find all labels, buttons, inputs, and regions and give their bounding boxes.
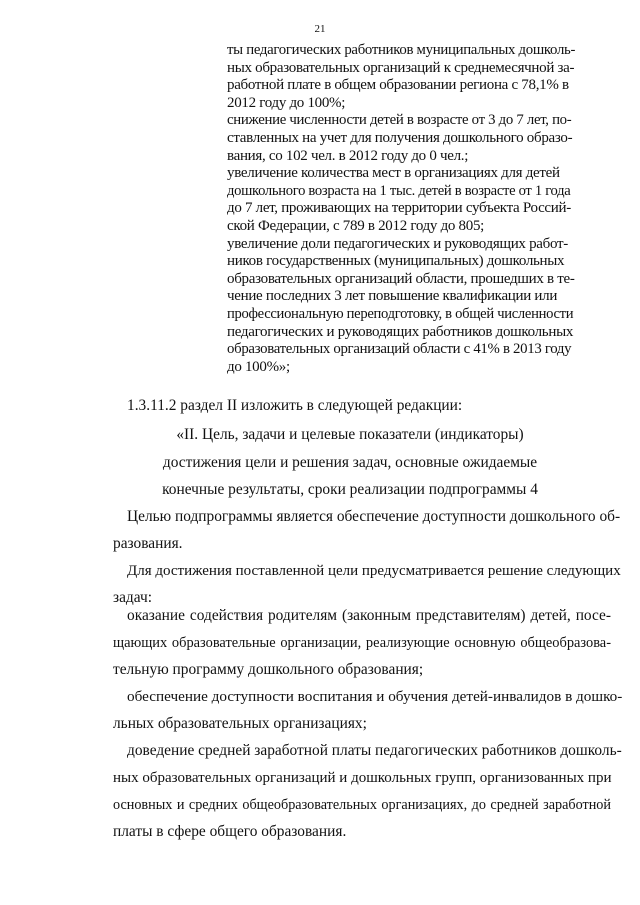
list-line: увеличение количества мест в организациях для детей [227,165,560,182]
list-line: дошкольного возраста на 1 тыс. детей в возрасте от 1 года [227,182,571,199]
list-line: образовательных организаций области с 41% в 2013 году [227,341,572,358]
paragraph-line: ных образовательных организаций и дошкольных групп, организованных при [113,770,612,786]
list-line: вания, со 102 чел. в 2012 году до 0 чел.; [227,147,469,164]
list-line: до 100%»; [227,358,290,375]
list-line: ставленных на учет для получения дошкольного образо- [227,129,573,146]
list-line: профессиональную переподготовку, в общей численности [227,305,574,322]
paragraph-line: Целью подпрограммы является обеспечение доступности дошкольного об- [127,508,621,525]
amendment-instruction: 1.3.11.2 раздел II изложить в следующей редакции: [127,397,463,414]
paragraph-line: льных образовательных организациях; [113,715,367,732]
list-line: педагогических и руководящих работников дошкольных [227,323,574,340]
paragraph-line: Для достижения поставленной цели предусматривается решение следующих [127,563,621,579]
list-line: чение последних 3 лет повышение квалификации или [227,288,558,305]
list-line: работной плате в общем образовании региона с 78,1% в [227,77,569,94]
section-heading-line: достижения цели и решения задач, основные ожидаемые [162,454,538,471]
paragraph-line: основных и средних общеобразовательных организациях, до средней заработной [113,797,611,813]
list-line: ской Федерации, с 789 в 2012 году до 805; [227,217,485,234]
list-line: 2012 году до 100%; [227,94,346,111]
paragraph-line: доведение средней заработной платы педагогических работников дошколь- [127,742,622,759]
list-line: увеличение доли педагогических и руководящих работ- [227,235,568,252]
list-line: ных образовательных организаций к среднемесячной за- [227,59,575,76]
paragraph-line: обеспечение доступности воспитания и обучения детей-инвалидов в дошко- [127,688,623,705]
paragraph-line: разования. [113,535,183,552]
section-heading-line: «II. Цель, задачи и целевые показатели (индикаторы) [176,426,524,443]
list-line: снижение численности детей в возрасте от 3 до 7 лет, по- [227,112,572,129]
paragraph-line: оказание содействия родителям (законным представителям) детей, посе- [127,607,611,624]
paragraph-line: тельную программу дошкольного образования; [113,661,424,678]
paragraph-line: платы в сфере общего образования. [113,823,347,840]
paragraph-line: щающих образовательные организации, реализующие основную общеобразова- [113,635,611,651]
list-line: до 7 лет, проживающих на территории субъекта Россий- [227,200,571,217]
section-heading-line: конечные результаты, сроки реализации подпрограммы 4 [162,481,538,498]
list-line: ников государственных (муниципальных) дошкольных [227,253,565,270]
paragraph-line: задач: [113,589,152,606]
indicator-list-block [227,42,591,376]
page-number: 21 [314,23,326,35]
list-line: ты педагогических работников муниципальных дошколь- [227,42,576,58]
list-line: образовательных организаций области, прошедших в те- [227,270,575,287]
